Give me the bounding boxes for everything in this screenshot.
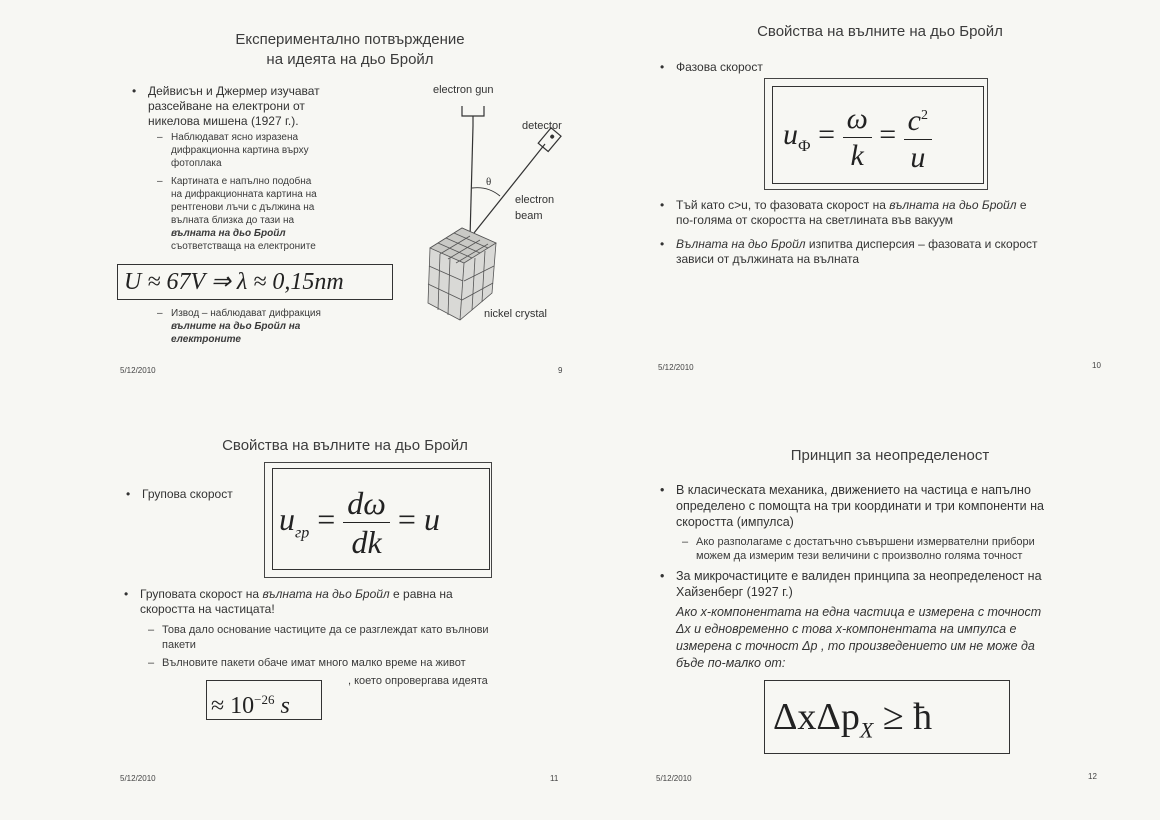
- text-line: дифракционна картина върху: [171, 145, 309, 156]
- label-beam: beam: [515, 210, 543, 222]
- text-line: Дейвисън и Джермер изучават: [148, 84, 320, 98]
- formula-sub-x: X: [859, 717, 874, 743]
- denominator: dk: [351, 524, 382, 561]
- bullet-group-equals-particle: [124, 587, 453, 617]
- formula-sub-phi: Ф: [798, 138, 811, 155]
- slide-12: [580, 410, 1160, 820]
- formula-eq: =: [317, 501, 336, 537]
- text-line: Извод – наблюдават дифракция: [171, 308, 321, 319]
- text-line: Δx и едновременно с това x-компонентата на импулса е: [676, 622, 1017, 636]
- text-line: рентгенови лъчи с дължина на: [171, 202, 315, 213]
- slide-9-title: [190, 30, 510, 70]
- scattered-beam-line: [470, 144, 545, 238]
- text-line: , което опровергава идеята: [348, 675, 488, 687]
- text-part: е: [1016, 198, 1027, 212]
- text-part: вълната на дьо Бройл: [889, 198, 1017, 212]
- text-part: изпитва дисперсия – фазовата и скорост: [805, 237, 1038, 251]
- bullet-dot: •: [660, 237, 665, 251]
- slide-number: 10: [1092, 361, 1101, 370]
- bullet-dot: •: [132, 84, 137, 98]
- denominator: u: [910, 141, 926, 175]
- text-line: вълната на дьо Бройл: [171, 228, 286, 239]
- incident-beam-line: [470, 126, 473, 238]
- text-line: [140, 587, 453, 602]
- slide-10: [580, 0, 1160, 410]
- sub-bullet-short-lifetime: [148, 656, 466, 671]
- text-part: Вълната на дьо Бройл: [676, 237, 806, 251]
- formula-rhs: ≥ ħ: [882, 696, 933, 738]
- formula-group-velocity: [272, 468, 490, 570]
- numerator: [904, 98, 932, 140]
- formula-phase-velocity: [772, 86, 984, 184]
- sub-dash: –: [157, 308, 163, 319]
- fraction-c2-u: [904, 98, 932, 176]
- sub-bullet-instruments: [682, 535, 1035, 563]
- text-line: зависи от дължината на вълната: [676, 252, 860, 266]
- bullet-dot: •: [660, 569, 665, 583]
- title-line: на идеята на дьо Бройл: [266, 51, 434, 68]
- text-line: електроните: [171, 334, 241, 345]
- slide-date: 5/12/2010: [120, 366, 156, 375]
- text-line: вълните на дьо Бройл на: [171, 321, 301, 332]
- text-line: по-голяма от скоростта на светлината във вакуум: [676, 213, 954, 227]
- bullet-classical-mechanics: [660, 482, 1044, 530]
- sub-dash: –: [157, 176, 163, 187]
- label-electron: electron: [515, 194, 555, 206]
- nickel-crystal-icon: [428, 228, 496, 320]
- text-line: Наблюдават ясно изразена: [171, 132, 299, 143]
- title-line: Експериментално потвърждение: [235, 31, 465, 48]
- sub-bullet-xray: [157, 175, 317, 253]
- label-nickel-crystal: nickel crystal: [484, 308, 547, 320]
- text-line: [676, 237, 1038, 252]
- bullet-cu-comparison: [660, 198, 1027, 228]
- text-line: на дифракционната картина на: [171, 189, 317, 200]
- sub-dash: –: [148, 657, 155, 669]
- bullet-dot: •: [660, 198, 665, 212]
- text-part: вълната на дьо Бройл: [262, 587, 390, 601]
- text-part: Груповата скорост на: [140, 587, 263, 601]
- text-line: Групова скорост: [142, 487, 233, 501]
- sub-bullet-wave-packets: [148, 623, 489, 653]
- slide-number: 11: [550, 774, 559, 783]
- slide-11: [0, 410, 580, 820]
- text-part: Тъй като c>u, то фазовата скорост на: [676, 198, 890, 212]
- sub-bullet-conclusion: [157, 307, 321, 346]
- formula-c: c: [907, 104, 921, 138]
- uncertainty-description: [676, 604, 1041, 672]
- slide-date: 5/12/2010: [120, 774, 156, 783]
- text-line: бъде по-малко от:: [676, 656, 786, 670]
- bullet-dot: •: [126, 487, 131, 501]
- slide-11-title: Свойства на вълните на дьо Бройл: [222, 437, 468, 454]
- sub-bullet-diffraction: [157, 131, 309, 170]
- formula-exp: 2: [921, 108, 928, 124]
- text-line: определено с помощта на три координати и три компоненти на: [676, 499, 1044, 513]
- text-part: е равна на: [389, 587, 453, 601]
- sub-dash: –: [682, 536, 689, 548]
- sub-dash: –: [148, 624, 155, 636]
- text-line: Картината е напълно подобна: [171, 176, 312, 187]
- formula-exp: −26: [254, 692, 275, 707]
- text-line: Хайзенберг (1927 г.): [676, 585, 793, 599]
- sub-dash: –: [157, 132, 163, 143]
- formula-unit: s: [280, 693, 290, 719]
- label-theta: θ: [486, 176, 492, 188]
- theta-arc: [472, 188, 500, 196]
- formula-main: ΔxΔp: [773, 696, 860, 738]
- bullet-dot: •: [660, 60, 665, 74]
- formula-lifetime: [206, 680, 322, 720]
- fraction-domega-dk: [343, 484, 390, 561]
- text-line: Ако x-компонентата на една частица е измерена с точност: [676, 605, 1042, 619]
- electron-gun-icon: [462, 106, 484, 126]
- formula-text: U ≈ 67V ⇒ λ ≈ 0,15nm: [124, 269, 344, 295]
- bullet-phase-velocity: [660, 60, 763, 75]
- slide-12-title: Принцип за неопределеност: [790, 447, 990, 464]
- formula-approx: ≈ 10: [211, 693, 255, 719]
- text-line: В класическата механика, движението на частица е напълно: [676, 483, 1031, 497]
- formula-eq: =: [397, 501, 416, 537]
- formula-eq: =: [818, 118, 836, 151]
- formula-u: u: [423, 501, 440, 537]
- slide-date: 5/12/2010: [656, 774, 692, 783]
- formula-u: u: [279, 501, 295, 537]
- slide-9: [0, 0, 580, 410]
- text-line: скоростта на частицата!: [140, 602, 275, 616]
- text-line: [676, 198, 1027, 213]
- formula-voltage-wavelength: [117, 264, 393, 300]
- numerator: dω: [343, 484, 390, 523]
- text-line: съответстваща на електроните: [171, 241, 316, 252]
- label-detector: detector: [522, 120, 562, 132]
- text-line: вълната близка до тази на: [171, 215, 295, 226]
- bullet-group-velocity: [126, 487, 233, 502]
- text-line: пакети: [162, 639, 196, 651]
- numerator: ω: [843, 101, 872, 138]
- text-line: измерена с точност Δp , то произведението им не може да: [676, 639, 1035, 653]
- bullet-dot: •: [124, 587, 129, 601]
- text-line: Ако разполагаме с достатъчно съвършени измервателни прибори: [696, 536, 1035, 548]
- bullet-davisson-germer: [132, 84, 320, 129]
- bullet-dispersion: [660, 237, 1038, 267]
- slide-date: 5/12/2010: [658, 363, 694, 372]
- slide-10-title: Свойства на вълните на дьо Бройл: [757, 23, 1003, 40]
- text-line: разсейване на електрони от: [148, 99, 305, 113]
- text-line: Това дало основание частиците да се разглеждат като вълнови: [162, 624, 489, 636]
- formula-u: u: [783, 118, 798, 151]
- denominator: k: [850, 138, 864, 172]
- slide-number: 12: [1088, 772, 1097, 781]
- bullet-heisenberg: [660, 568, 1042, 600]
- fraction-omega-k: [843, 101, 872, 174]
- text-line: никелова мишена (1927 г.).: [148, 114, 299, 128]
- text-line: Фазова скорост: [676, 60, 763, 74]
- label-electron-gun: electron gun: [433, 84, 494, 96]
- text-line: скоростта (импулса): [676, 515, 794, 529]
- text-line: фотоплака: [171, 158, 222, 169]
- text-line: За микрочастиците е валиден принципа за неопределеност на: [676, 569, 1042, 583]
- text-line: можем да измерим тези величини с произволно голяма точност: [696, 550, 1023, 562]
- bullet-dot: •: [660, 483, 665, 497]
- formula-eq: =: [879, 118, 897, 151]
- formula-sub-gr: гр: [295, 524, 310, 542]
- text-line: Вълновите пакети обаче имат много малко време на живот: [162, 657, 466, 669]
- slide-number: 9: [558, 366, 563, 375]
- formula-uncertainty: [764, 680, 1010, 754]
